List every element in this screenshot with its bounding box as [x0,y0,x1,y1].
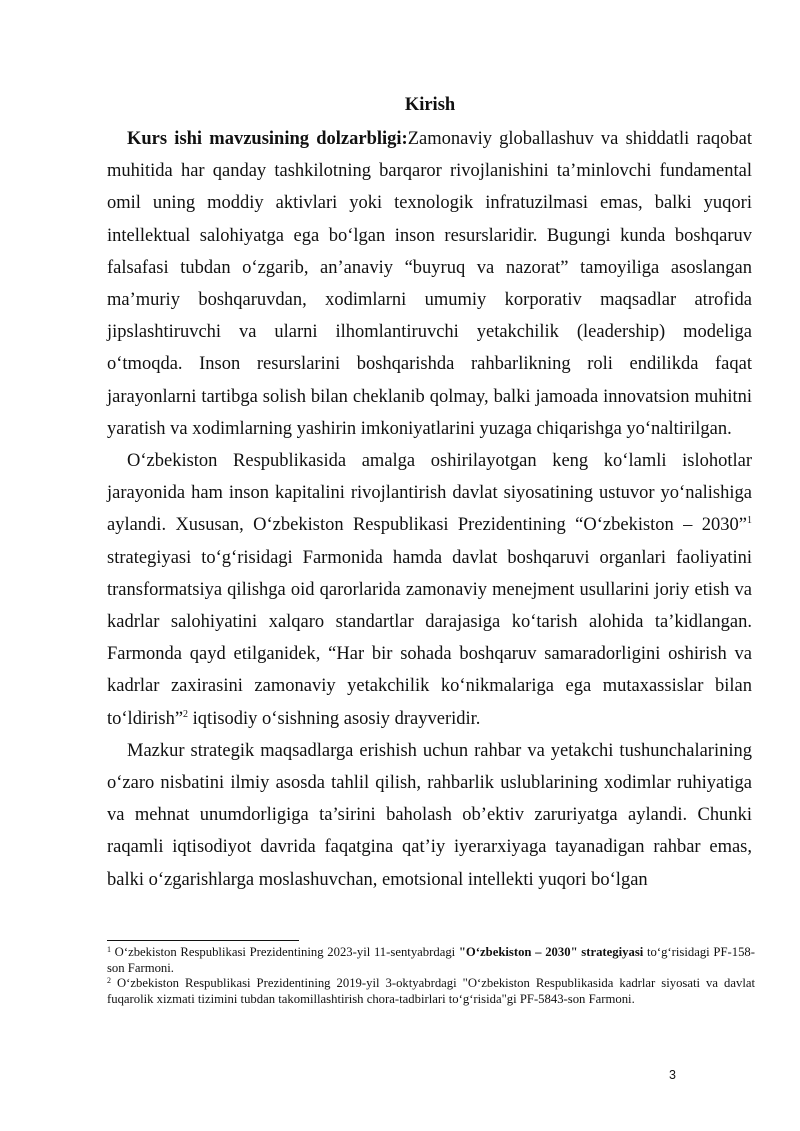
footnotes [107,945,755,1008]
paragraph-1-lead: Kurs ishi mavzusining dolzarbligi: [127,129,408,149]
paragraph-2-part-3: iqtisodiy o‘sishning asosiy drayveridir. [188,708,481,729]
footnote-2-number: 2 [107,976,111,986]
paragraph-2-part-2: strategiyasi to‘g‘risidagi Farmonida hamda davlat boshqaruvi organlari faoliyatini transformatsiya qilishga oid qarorlarida zamonaviy menejment usullarini joriy etish va kadrlar salohiyatini xalqaro standartlar darajasiga ko‘tarish alohida ta’kidlangan. Farmonda qayd etilganidek, “Har bir sohada boshqaruv samaradorligini oshirish va kadrlar zaxirasini zamonaviy yetakchilik ko‘nikmalariga ega mutaxassislar bilan to‘ldirish” [107,547,752,729]
footnote-2 [107,976,755,1007]
paragraph-3 [107,735,752,896]
footnote-1-bold: "O‘zbekiston – 2030" strategiyasi [458,945,644,959]
footnote-1-tail: to‘g‘risidagi PF-158-son Farmoni. [107,945,755,975]
footnote-2-text: O‘zbekiston Respublikasi Prezidentining 2019-yil 3-oktyabrdagi "O‘zbekiston Respublikasida kadrlar siyosati va davlat fuqarolik xizmati tizimini tubdan takomillashtirish chora-tadbirlari to‘g‘risida"gi PF-5843-son Farmoni. [107,976,755,1007]
page-number: 3 [669,1068,676,1082]
footnote-1-number: 1 [107,945,111,954]
section-heading: Kirish [404,95,456,115]
paragraph-3-text: Mazkur strategik maqsadlarga erishish uchun rahbar va yetakchi tushunchalarining o‘zaro nisbatini ilmiy asosda tahlil qilish, rahbarlik uslublarining xodimlar ruhiyatiga va mehnat unumdorligiga ta’sirini baholash ob’ektiv zaruriyatga aylandi. Chunki raqamli iqtisodiyot davrida faqatgina qat’iy iyerarxiyaga tayanadigan rahbar emas, balki o‘zgarishlarga moslashuvchan, emotsional intellekti yuqori bo‘lgan [107,740,752,890]
footnote-1-text: O‘zbekiston Respublikasi Prezidentining 2023-yil 11-sentyabrdagi [111,945,459,959]
footnote-separator [107,940,299,941]
paragraph-2 [107,445,752,735]
paragraph-1 [107,123,752,445]
footnote-ref-1[interactable]: 1 [747,515,752,527]
paragraph-1-text: Zamonaviy globallashuv va shiddatli raqobat muhitida har qanday tashkilotning barqaror rivojlanishini ta’minlovchi fundamental omil uning moddiy aktivlari yoki texnologik infratuzilmasi emas, balki yuqori intellektual salohiyatga ega bo‘lgan inson resurslaridir. Bugungi kunda boshqaruv falsafasi tubdan o‘zgarib, an’anaviy “buyruq va nazorat” tamoyiliga asoslangan ma’muriy boshqaruvdan, xodimlarni umumiy korporativ maqsadlar atrofida jipslashtiruvchi va ularni ilhomlantiruvchi yetakchilik (leadership) modeliga o‘tmoqda. Inson resurslarini boshqarishda rahbarlikning roli endilikda faqat jarayonlarni tartibga solish bilan cheklanib qolmay, balki jamoada innovatsion muhitni yaratish va xodimlarning yashirin imkoniyatlarini yuzaga chiqarishga yo‘naltirilgan. [107,129,753,439]
paragraph-2-part-1: O‘zbekiston Respublikasida amalga oshirilayotgan keng ko‘lamli islohotlar jarayonida ham inson kapitalini rivojlantirish davlat siyosatining ustuvor yo‘nalishiga aylandi. Xususan, O‘zbekiston Respublikasi Prezidentining “O‘zbekiston – 2030” [107,451,752,536]
footnote-1 [107,945,755,976]
body-text [107,123,752,896]
footnote-ref-2[interactable]: 2 [183,708,189,720]
